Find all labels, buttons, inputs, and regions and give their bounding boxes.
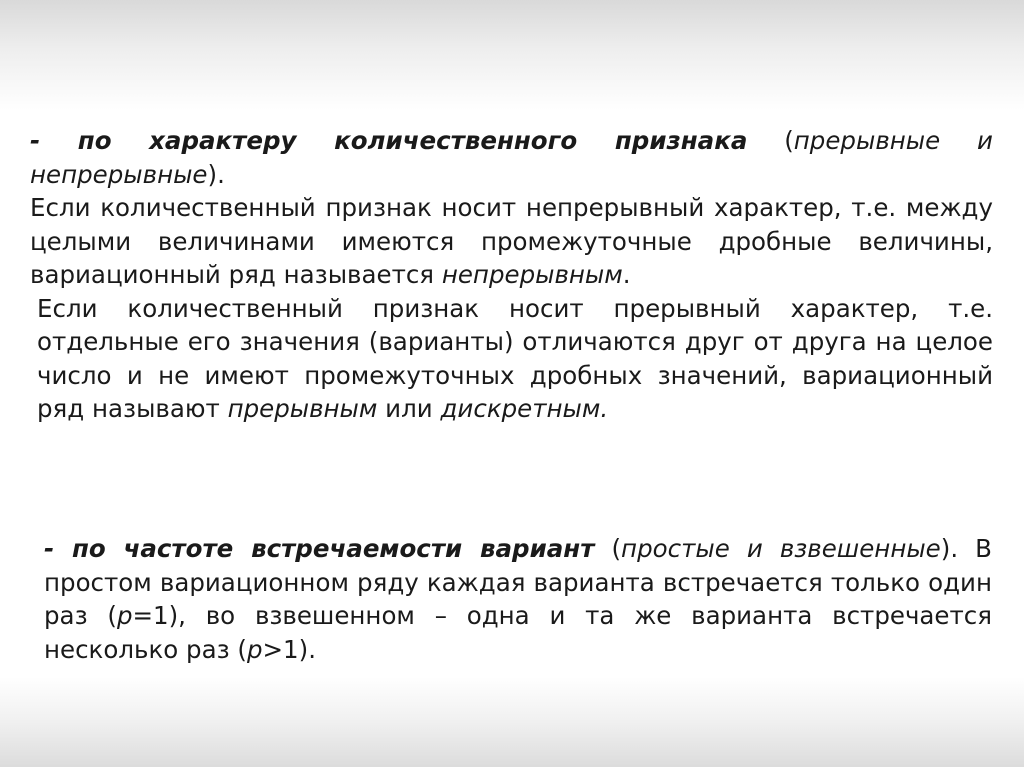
heading-detail-2: простые и взвешенные: [621, 534, 941, 563]
section-heading-2: - по частоте встречаемости вариант: [44, 534, 595, 563]
frequency-text-2: =1), во взвешенном – одна и та же варианта встречается несколько раз (: [44, 601, 992, 664]
top-shade: [0, 0, 1024, 110]
frequency-paragraph: [44, 532, 992, 666]
discrete-mid: или: [377, 394, 441, 423]
p-symbol-2: р: [246, 634, 263, 664]
section-heading-1: - по характеру количественного признака: [30, 126, 748, 155]
discrete-paragraph: [30, 292, 993, 426]
frequency-text-1: ). В простом вариационном ряду каждая варианта встречается только один раз (: [44, 534, 992, 630]
continuous-term: непрерывным: [441, 260, 623, 289]
heading-open-1: (: [747, 126, 794, 155]
p-symbol-1: р: [116, 601, 133, 630]
discrete-term-1: прерывным: [227, 394, 378, 423]
variation-by-frequency-section: [44, 532, 992, 666]
bottom-shade: [0, 677, 1024, 767]
heading-detail-1: прерывные и непрерывные: [30, 126, 993, 189]
heading-open-2: (: [594, 534, 622, 563]
variation-by-attribute-section: [30, 124, 993, 426]
heading-close-1: ).: [207, 159, 225, 189]
continuous-text: Если количественный признак носит непрерывный характер, т.е. между целыми величинами имеются промежуточные дробные величины, вариационный ряд называется: [30, 193, 993, 289]
continuous-paragraph: [30, 191, 993, 292]
heading-paragraph-1: [30, 124, 993, 191]
discrete-term-2: дискретным.: [440, 394, 609, 423]
continuous-end: .: [622, 260, 631, 289]
discrete-text: Если количественный признак носит прерывный характер, т.е. отдельные его значения (варианты) отличаются друг от друга на целое число и не имеют промежуточных дробных значений, вариационный ряд называют: [37, 293, 993, 423]
frequency-text-3: >1).: [262, 634, 316, 664]
